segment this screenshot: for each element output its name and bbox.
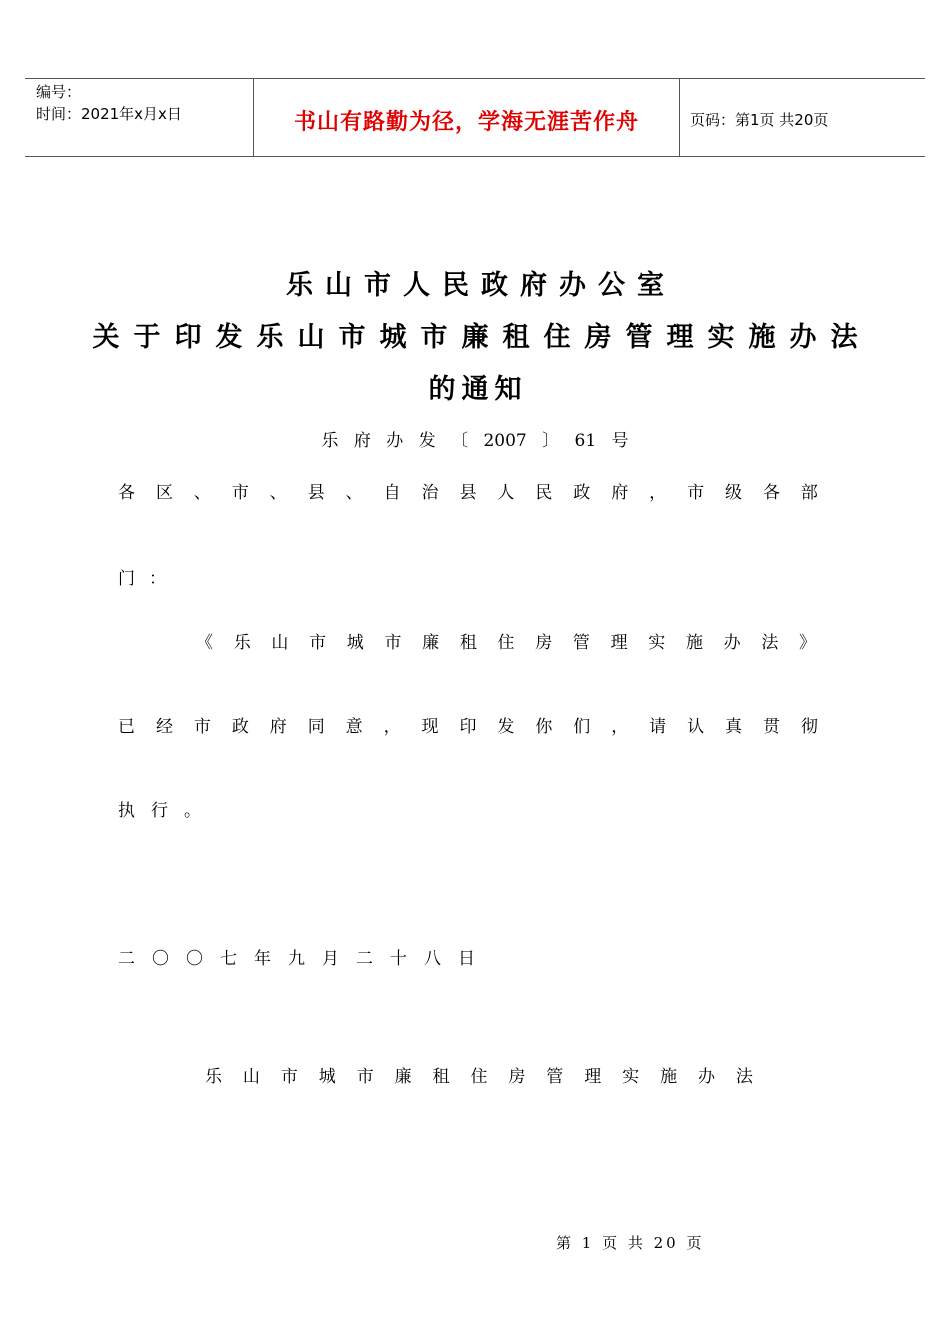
header-middle-cell — [254, 79, 680, 156]
title-line-2: 关于印发乐山市城市廉租住房管理实施办法 — [92, 322, 872, 353]
title-line-3: 的通知 — [428, 374, 528, 405]
page-footer: 第 1 页 共 20 页 — [556, 1234, 705, 1252]
header-right-cell — [680, 79, 925, 156]
addressee-line-1: 各 区 、 市 、 县 、 自 治 县 人 民 政 府 ， 市 级 各 部 — [118, 483, 818, 503]
motto-text: 书山有路勤为径，学海无涯苦作舟 — [293, 110, 639, 135]
page-code: 页码：第1页 共20页 — [690, 111, 829, 129]
body-line-3: 执行。 — [118, 801, 217, 821]
section-subtitle: 乐 山 市 城 市 廉 租 住 房 管 理 实 施 办 法 — [205, 1067, 753, 1087]
serial-label: 编号： — [36, 83, 82, 101]
document-header-table — [25, 78, 925, 157]
time-label: 时间：2021年x月x日 — [36, 105, 182, 123]
header-left-cell — [25, 79, 254, 156]
body-line-2: 已 经 市 政 府 同 意 ， 现 印 发 你 们 ， 请 认 真 贯 彻 — [118, 717, 818, 737]
addressee-line-2: 门： — [118, 569, 180, 589]
body-line-1: 《 乐 山 市 城 市 廉 租 住 房 管 理 实 施 办 法 》 — [196, 633, 816, 653]
title-line-1: 乐山市人民政府办公室 — [286, 270, 676, 301]
document-number: 乐 府 办 发 〔 2007 〕 61 号 — [321, 431, 629, 451]
issue-date: 二〇〇七年九月二十八日 — [118, 949, 492, 969]
